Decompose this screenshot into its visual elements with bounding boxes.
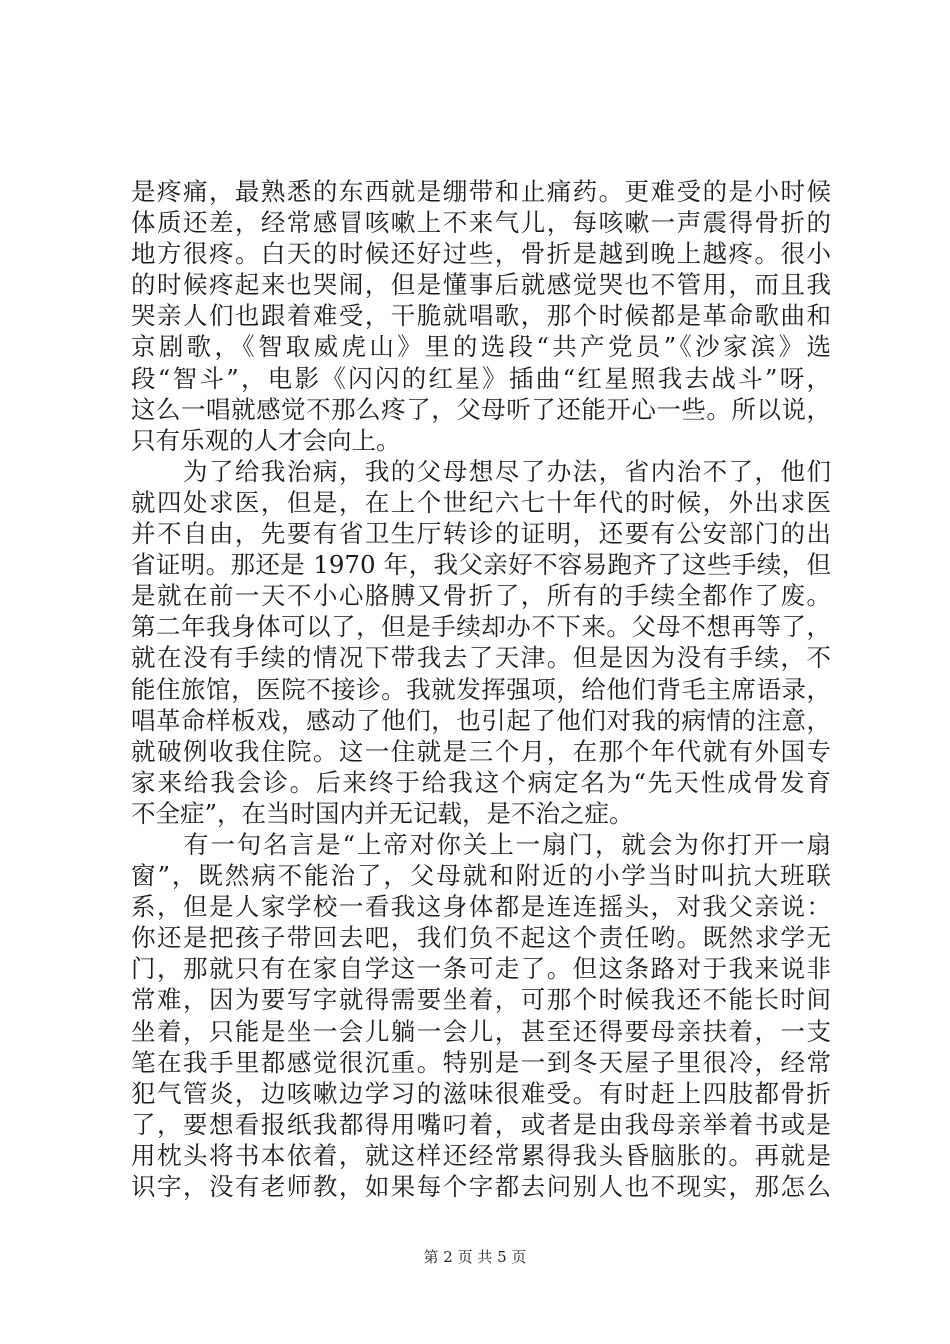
text-line: 笔在我手里都感觉很沉重。特别是一到冬天屋子里很冷，经常 [131,1047,831,1077]
text-line: 唱革命样板戏，感动了他们，也引起了他们对我的病情的注意， [131,705,831,735]
text-line: 你还是把孩子带回去吧，我们负不起这个责任哟。既然求学无 [131,923,831,953]
page-footer: 第 2 页 共 5 页 [423,1248,527,1266]
text-line: 体质还差，经常感冒咳嗽上不来气儿，每咳嗽一声震得骨折的 [131,208,831,238]
text-line: 只有乐观的人才会向上。 [131,425,401,455]
text-line: 地方很疼。白天的时候还好过些，骨折是越到晚上越疼。很小 [131,239,831,269]
text-line: 就四处求医，但是，在上个世纪六七十年代的时候，外出求医 [131,487,831,517]
text-line: 了，要想看报纸我都得用嘴叼着，或者是由我母亲举着书或是 [131,1109,831,1139]
text-line: 犯气管炎，边咳嗽边学习的滋味很难受。有时赶上四肢都骨折 [131,1078,831,1108]
text-line: 常难，因为要写字就得需要坐着，可那个时候我还不能长时间 [131,985,831,1015]
body-text [131,176,831,1202]
text-line: 并不自由，先要有省卫生厅转诊的证明，还要有公安部门的出 [131,519,831,549]
text-line: 这么一唱就感觉不那么疼了，父母听了还能开心一些。所以说， [131,394,831,424]
text-line: 能住旅馆，医院不接诊。我就发挥强项，给他们背毛主席语录， [131,674,831,704]
text-line: 系，但是人家学校一看我这身体都是连连摇头，对我父亲说： [131,892,831,922]
text-line: 坐着，只能是坐一会儿躺一会儿，甚至还得要母亲扶着，一支 [131,1016,831,1046]
text-line: 哭亲人们也跟着难受，干脆就唱歌，那个时候都是革命歌曲和 [131,301,831,331]
text-line: 门，那就只有在家自学这一条可走了。但这条路对于我来说非 [131,954,831,984]
text-line: 窗”，既然病不能治了，父母就和附近的小学当时叫抗大班联 [131,861,831,891]
text-line: 就破例收我住院。这一住就是三个月，在那个年代就有外国专 [131,736,831,766]
text-line: 为了给我治病，我的父母想尽了办法，省内治不了，他们 [131,456,831,486]
text-line: 识字，没有老师教，如果每个字都去问别人也不现实，那怎么 [131,1172,831,1201]
text-line: 京剧歌，《智取威虎山》里的选段“共产党员”《沙家滨》选 [131,332,831,362]
text-line: 不全症”，在当时国内并无记载，是不治之症。 [131,798,634,828]
text-line: 第二年我身体可以了，但是手续却办不下来。父母不想再等了， [131,612,831,642]
text-line: 是疼痛，最熟悉的东西就是绷带和止痛药。更难受的是小时候 [131,177,831,206]
text-line: 是就在前一天不小心胳膊又骨折了，所有的手续全都作了废。 [131,581,831,611]
text-line: 家来给我会诊。后来终于给我这个病定名为“先天性成骨发育 [131,767,831,797]
text-line: 就在没有手续的情况下带我去了天津。但是因为没有手续，不 [131,643,831,673]
text-line: 省证明。那还是 1970 年，我父亲好不容易跑齐了这些手续，但 [131,550,831,580]
text-line: 段“智斗”，电影《闪闪的红星》插曲“红星照我去战斗”呀， [131,363,831,393]
text-line: 有一句名言是“上帝对你关上一扇门，就会为你打开一扇 [131,829,831,859]
text-line: 的时候疼起来也哭闹，但是懂事后就感觉哭也不管用，而且我 [131,270,831,300]
text-line: 用枕头将书本依着，就这样还经常累得我头昏脑胀的。再就是 [131,1140,831,1170]
